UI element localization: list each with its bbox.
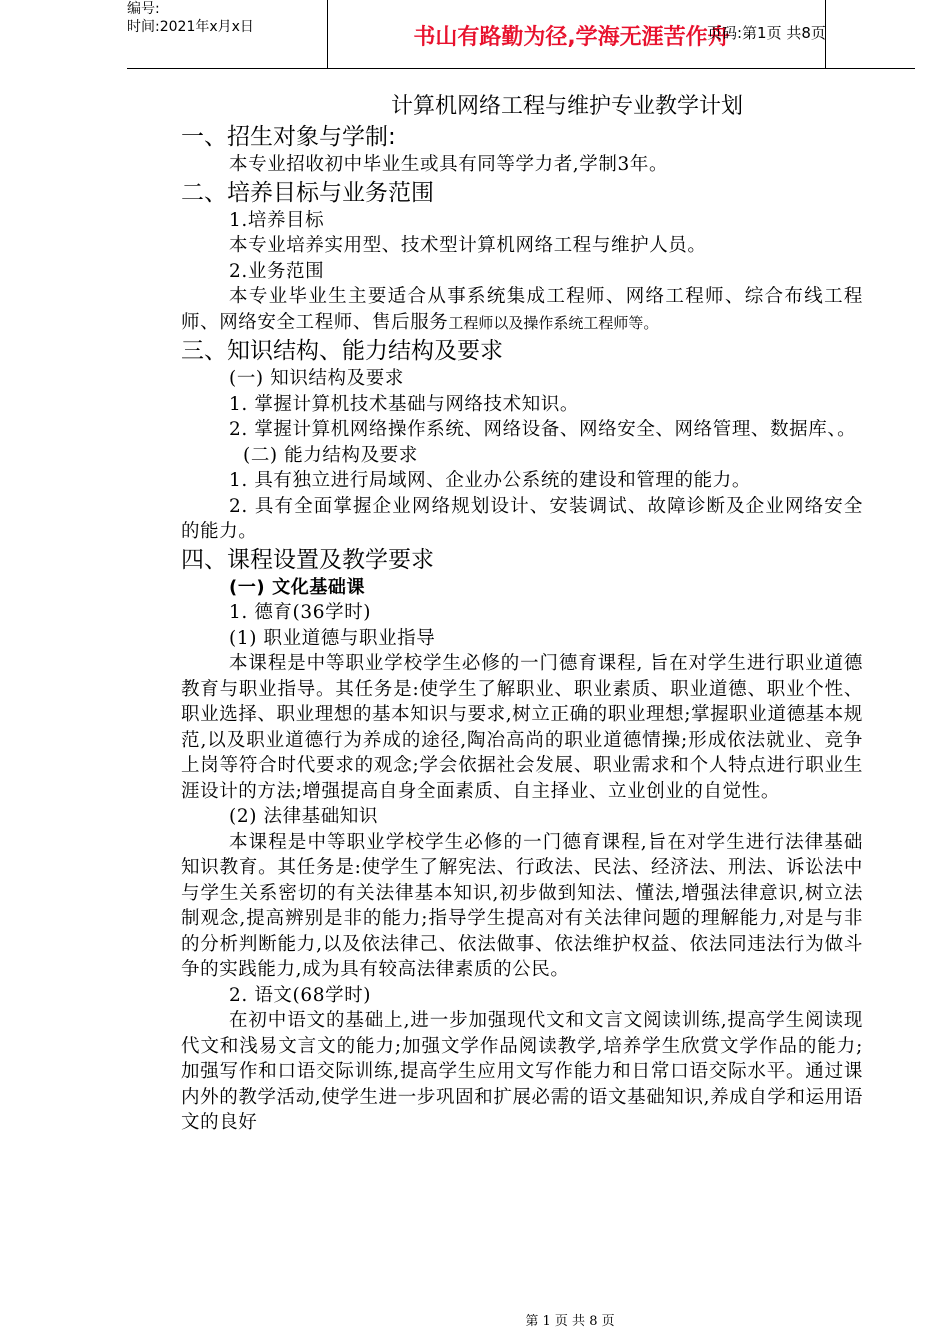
page-footer: 第 1 页 共 8 页: [525, 1314, 615, 1329]
business-scope-main-text: 本专业毕业生主要适合从事系统集成工程师、网络工程师、综合布线工程师、网络安全工程师、售后服务: [181, 286, 863, 333]
ability-item-1: 1. 具有独立进行局域网、企业办公系统的建设和管理的能力。: [229, 470, 751, 491]
section-heading-enrollment: 一、招生对象与学制:: [181, 124, 396, 150]
course-moral: 1. 德育(36学时): [229, 602, 372, 623]
subheading-knowledge: (一) 知识结构及要求: [229, 368, 404, 389]
subheading-business-scope: 2.业务范围: [229, 260, 325, 282]
document-body: [181, 92, 863, 1136]
document-time-label: 时间:2021年x月x日: [127, 19, 254, 35]
paragraph-business-scope: [181, 284, 863, 336]
course-chinese: 2. 语文(68学时): [229, 984, 372, 1006]
course-moral-part-1-heading: (1) 职业道德与职业指导: [229, 627, 436, 649]
knowledge-item-2: 2. 掌握计算机网络操作系统、网络设备、网络安全、网络管理、数据库、。: [229, 419, 857, 440]
subheading-training-goal: 1.培养目标: [229, 209, 325, 231]
section-heading-goals: 二、培养目标与业务范围: [181, 179, 434, 206]
paragraph-enrollment: 本专业招收初中毕业生或具有同等学力者,学制3年。: [229, 154, 669, 175]
header-page-info: 页码:第1页 共8页: [707, 24, 826, 42]
paragraph-training-goal: 本专业培养实用型、技术型计算机网络工程与维护人员。: [229, 235, 707, 256]
business-scope-small-text: 工程师以及操作系统工程师等。: [448, 313, 659, 332]
course-moral-part-2-text: 本课程是中等职业学校学生必修的一门德育课程,旨在对学生进行法律基础知识教育。其任务是:使学生了解宪法、行政法、民法、经济法、刑法、诉讼法中与学生关系密切的有关法律基本知识,初步做到知法、懂法,增强法律意识,树立法制观念,提高辨别是非的能力;指导学生提高对有关法律问题的理解能力,对是与非的分析判断能力,以及依法律己、依法做事、依法维护权益、依法同违法行为做斗争的实践能力,成为具有较高法律素质的公民。: [181, 831, 863, 980]
header-meta: [127, 0, 327, 68]
course-moral-part-2-heading: (2) 法律基础知识: [229, 806, 379, 827]
course-moral-part-1-text: 本课程是中等职业学校学生必修的一门德育课程, 旨在对学生进行职业道德教育与职业指导。其任务是:使学生了解职业、职业素质、职业道德、职业个性、职业选择、职业理想的基本知识与要求,树立正确的职业理想;掌握职业道德基本规范,以及职业道德行为养成的途径,陶冶高尚的职业道德情操;形成依法就业、竞争上岗等符合时代要求的观念;学会依据社会发展、职业需求和个人特点进行职业生涯设计的方法;增强提高自身全面素质、自主择业、立业创业的自觉性。: [181, 653, 863, 802]
section-heading-structure: 三、知识结构、能力结构及要求: [181, 338, 503, 364]
knowledge-item-1: 1. 掌握计算机技术基础与网络技术知识。: [229, 393, 580, 415]
ability-item-2: 2. 具有全面掌握企业网络规划设计、安装调试、故障诊断及企业网络安全的能力。: [181, 495, 863, 542]
header-motto: 书山有路勤为径,学海无涯苦作舟: [413, 25, 730, 50]
section-heading-courses: 四、课程设置及教学要求: [181, 546, 434, 573]
course-chinese-text: 在初中语文的基础上,进一步加强现代文和文言文阅读训练,提高学生阅读现代文和浅易文言文的能力;加强文学作品阅读教学,培养学生欣赏文学作品的能力;加强写作和口语交际训练,提高学生应用文写作能力和日常口语交际水平。通过课内外的教学活动,使学生进一步巩固和扩展必需的语文基础知识,养成自学和运用语文的良好: [181, 1010, 863, 1133]
page-header: [127, 0, 915, 69]
document-title: 计算机网络工程与维护专业教学计划: [390, 94, 743, 119]
subheading-basic-courses: (一) 文化基础课: [229, 576, 366, 598]
document-number-label: 编号:: [127, 1, 160, 17]
subheading-ability: (二) 能力结构及要求: [243, 444, 418, 466]
